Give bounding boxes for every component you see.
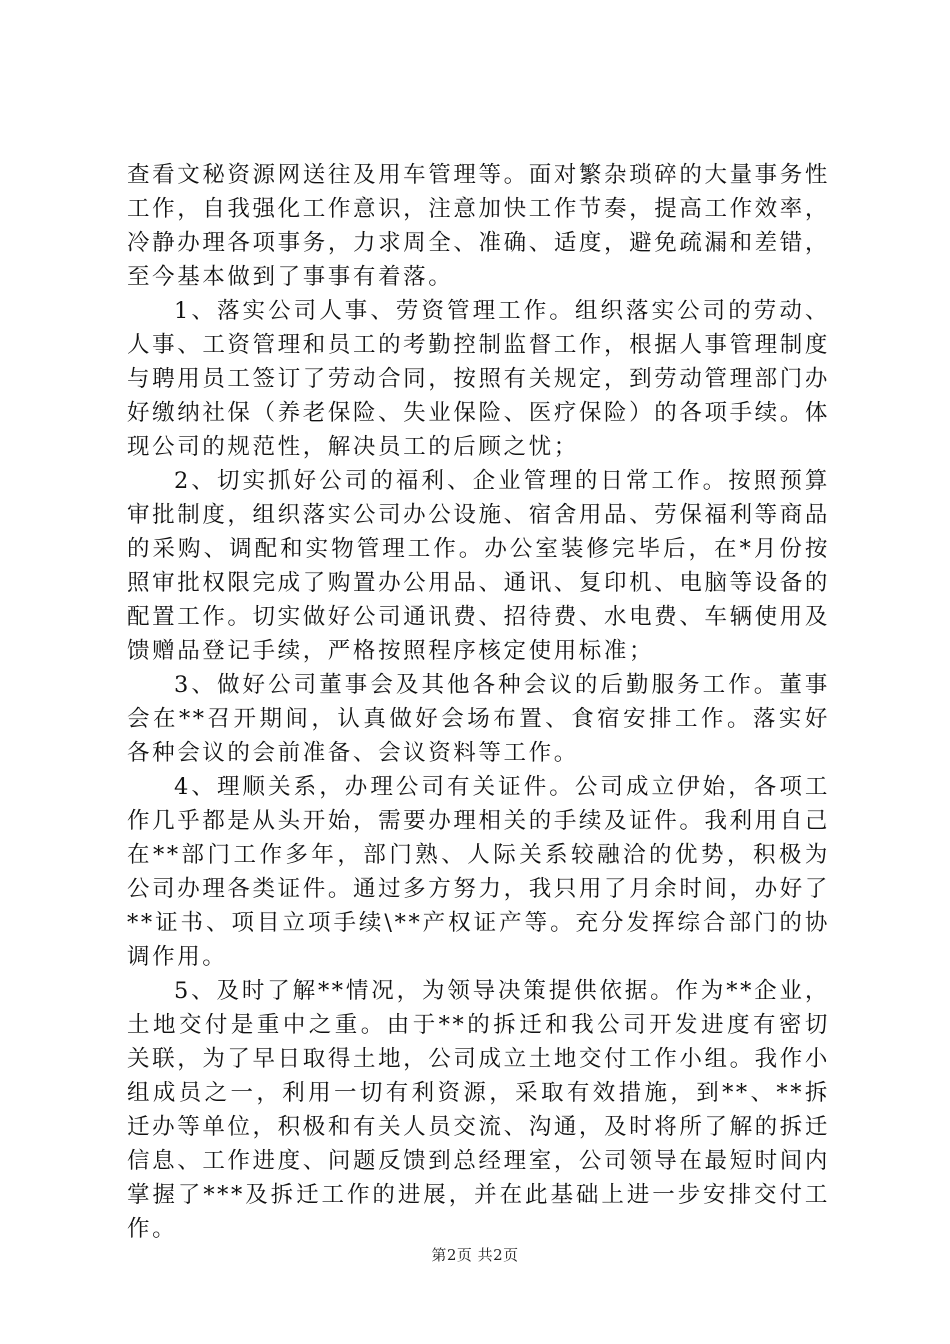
paragraph-item-1: 1、落实公司人事、劳资管理工作。组织落实公司的劳动、人事、工资管理和员工的考勤控制监督工作，根据人事管理制度与聘用员工签订了劳动合同，按照有关规定，到劳动管理部门办好缴纳社保（养老保险、失业保险、医疗保险）的各项手续。体现公司的规范性，解决员工的后顾之忧； <box>127 298 830 460</box>
paragraph-item-3: 3、做好公司董事会及其他各种会议的后勤服务工作。董事会在**召开期间，认真做好会场布置、食宿安排工作。落实好各种会议的会前准备、会议资料等工作。 <box>127 672 830 766</box>
paragraph-item-2: 2、切实抓好公司的福利、企业管理的日常工作。按照预算审批制度，组织落实公司办公设施、宿舍用品、劳保福利等商品的采购、调配和实物管理工作。办公室装修完毕后，在*月份按照审批权限完成了购置办公用品、通讯、复印机、电脑等设备的配置工作。切实做好公司通讯费、招待费、水电费、车辆使用及馈赠品登记手续，严格按照程序核定使用标准； <box>127 468 830 664</box>
page-number-footer: 第2页 共2页 <box>431 1246 519 1264</box>
document-body <box>127 158 830 1246</box>
paragraph-intro: 查看文秘资源网送往及用车管理等。面对繁杂琐碎的大量事务性工作，自我强化工作意识，注意加快工作节奏，提高工作效率，冷静办理各项事务，力求周全、准确、适度，避免疏漏和差错，至今基本做到了事事有着落。 <box>127 162 830 290</box>
paragraph-item-4: 4、理顺关系，办理公司有关证件。公司成立伊始，各项工作几乎都是从头开始，需要办理相关的手续及证件。我利用自己在**部门工作多年，部门熟、人际关系较融洽的优势，积极为公司办理各类证件。通过多方努力，我只用了月余时间，办好了**证书、项目立项手续\**产权证产等。充分发挥综合部门的协调作用。 <box>127 774 830 970</box>
paragraph-item-5: 5、及时了解**情况，为领导决策提供依据。作为**企业，土地交付是重中之重。由于**的拆迁和我公司开发进度有密切关联，为了早日取得土地，公司成立土地交付工作小组。我作小组成员之一，利用一切有利资源，采取有效措施，到**、**拆迁办等单位，积极和有关人员交流、沟通，及时将所了解的拆迁信息、工作进度、问题反馈到总经理室，公司领导在最短时间内掌握了***及拆迁工作的进展，并在此基础上进一步安排交付工作。 <box>127 978 830 1242</box>
